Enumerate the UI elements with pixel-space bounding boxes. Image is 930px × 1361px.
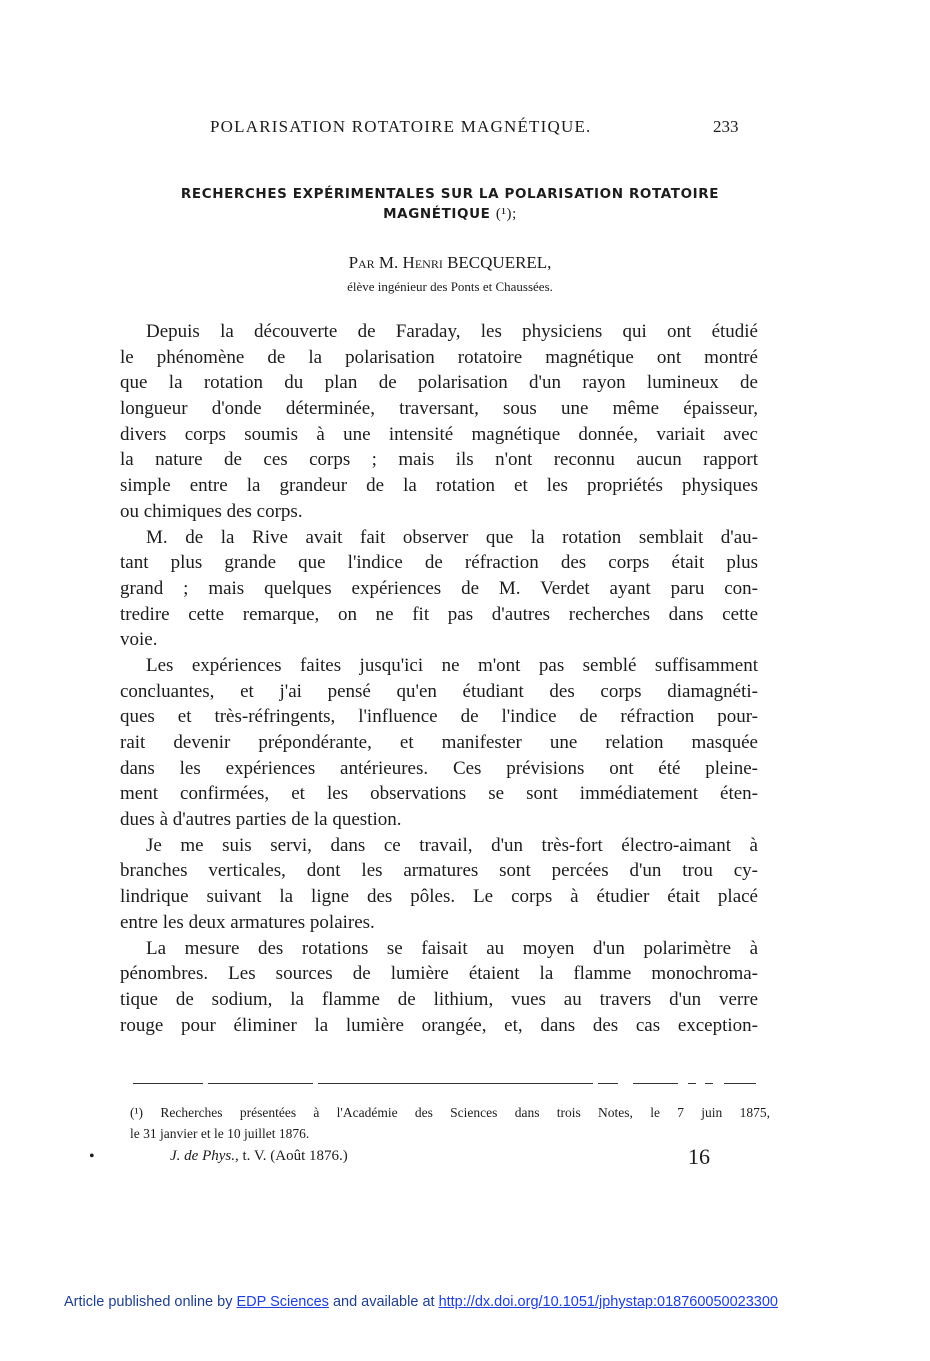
article-title-word: MAGNÉTIQUE — [383, 206, 491, 222]
publisher-note-middle: and available at — [332, 1294, 435, 1310]
journal-volume: t. V. (Août 1876.) — [242, 1148, 348, 1164]
signature-number: 16 — [688, 1144, 710, 1169]
body-line: pénombres. Les sources de lumière étaient la flamme monochroma- — [120, 963, 758, 985]
publisher-note — [64, 1294, 778, 1310]
author-line — [130, 253, 770, 273]
body-line: simple entre la grandeur de la rotation et les propriétés physiques — [120, 475, 758, 497]
publisher-note-prefix: Article published online by — [64, 1294, 233, 1310]
footnote-rule — [318, 1083, 593, 1084]
page-number: 233 — [713, 117, 739, 136]
journal-name: J. de Phys., — [170, 1148, 239, 1164]
body-line: M. de la Rive avait fait observer que la rotation semblait d'au- — [146, 526, 758, 548]
body-line: ou chimiques des corps. — [120, 500, 303, 522]
footnote-line-2: le 31 janvier et le 10 juillet 1876. — [130, 1126, 310, 1141]
body-line: dues à d'autres parties de la question. — [120, 809, 402, 831]
journal-reference — [170, 1148, 348, 1165]
stray-mark: • — [89, 1148, 95, 1165]
author-affiliation: élève ingénieur des Ponts et Chaussées. — [347, 279, 553, 294]
footnote-rule — [133, 1083, 203, 1084]
body-line: entre les deux armatures polaires. — [120, 911, 375, 933]
body-line: divers corps soumis à une intensité magnétique donnée, variait avec — [120, 423, 758, 445]
body-line: le phénomène de la polarisation rotatoire magnétique ont montré — [120, 346, 758, 368]
doi-link[interactable]: http://dx.doi.org/10.1051/jphystap:018760050023300 — [438, 1294, 778, 1310]
body-line: Je me suis servi, dans ce travail, d'un très-fort électro-aimant à — [146, 834, 758, 856]
body-line: voie. — [120, 629, 158, 651]
body-line: tredire cette remarque, on ne fit pas d'autres recherches dans cette — [120, 603, 758, 625]
body-line: tant plus grande que l'indice de réfraction des corps était plus — [120, 552, 758, 574]
article-title-line-1: RECHERCHES EXPÉRIMENTALES SUR LA POLARISATION ROTATOIRE — [180, 186, 720, 202]
footnote-rule — [705, 1083, 713, 1084]
publisher-link[interactable]: EDP Sciences — [236, 1294, 329, 1310]
body-line: lindrique suivant la ligne des pôles. Le corps à étudier était placé — [120, 886, 758, 908]
body-line: longueur d'onde déterminée, traversant, sous une même épaisseur, — [120, 398, 758, 420]
footnote-rule — [598, 1083, 618, 1084]
body-line: dans les expériences antérieures. Ces prévisions ont été pleine- — [120, 757, 758, 779]
footnote-line-1: (¹) Recherches présentées à l'Académie des Sciences dans trois Notes, le 7 juin 1875, — [130, 1105, 770, 1120]
body-line: concluantes, et j'ai pensé qu'en étudiant des corps diamagnéti- — [120, 680, 758, 702]
body-line: Depuis la découverte de Faraday, les physiciens qui ont étudié — [146, 321, 758, 342]
body-line: tique de sodium, la flamme de lithium, vues au travers d'un verre — [120, 988, 758, 1010]
body-line: rait devenir prépondérante, et manifester une relation masquée — [120, 732, 758, 753]
body-line: que la rotation du plan de polarisation d'un rayon lumineux de — [120, 372, 758, 394]
title-footnote-mark: (¹); — [495, 206, 517, 222]
footnote-rule — [208, 1083, 313, 1084]
article-body — [120, 319, 758, 1038]
running-head: POLARISATION ROTATOIRE MAGNÉTIQUE. — [210, 117, 592, 136]
footnote-rule — [724, 1083, 756, 1084]
body-line: Les expériences faites jusqu'ici ne m'ont pas semblé suffisamment — [146, 654, 758, 676]
body-line: la nature de ces corps ; mais ils n'ont reconnu aucun rapport — [120, 449, 758, 471]
author-name: BECQUEREL, — [447, 253, 552, 272]
footnote-rule — [633, 1083, 678, 1084]
footnote-rule — [688, 1083, 696, 1084]
body-line: ment confirmées, et les observations se sont immédiatement éten- — [120, 783, 758, 805]
author-prefix: Par M. Henri — [348, 253, 443, 272]
body-line: La mesure des rotations se faisait au moyen d'un polarimètre à — [146, 937, 758, 959]
body-line: ques et très-réfringents, l'influence de l'indice de réfraction pour- — [120, 706, 758, 728]
article-title-line-2 — [130, 206, 770, 223]
body-line: grand ; mais quelques expériences de M. Verdet ayant paru con- — [120, 577, 758, 599]
body-line: rouge pour éliminer la lumière orangée, et, dans des cas exception- — [120, 1014, 758, 1036]
body-line: branches verticales, dont les armatures sont percées d'un trou cy- — [120, 860, 758, 882]
